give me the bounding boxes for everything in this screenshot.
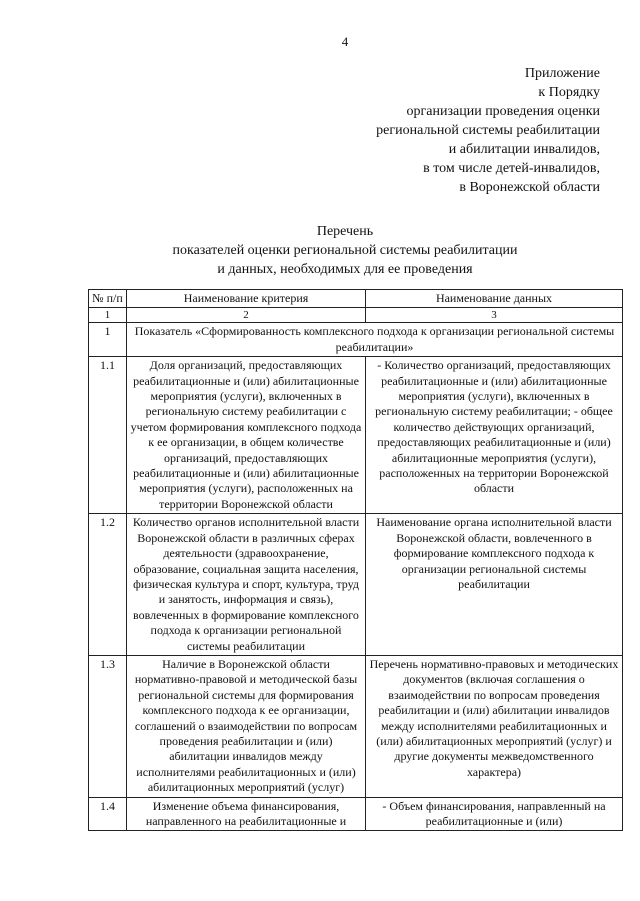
- row-data: Перечень нормативно-правовых и методических документов (включая соглашения о взаимодействии по вопросам проведения реабилитации и (или) абилитации инвалидов между исполнителями реабилитационных и (или) абилитационных мероприятий (услуг) и другие документы межведомственного характера): [366, 655, 623, 797]
- header-num: № п/п: [89, 290, 127, 308]
- table-row: [89, 797, 623, 831]
- row-criterion: Количество органов исполнительной власти Воронежской области в различных сферах деятельности (здравоохранение, образование, социальная защита населения, физическая культура и спорт, культура, труд и занятость, информация и связь), вовлеченных в формирование комплексного подхода к организации региональной системы реабилитации: [127, 514, 366, 656]
- table-row: [89, 514, 623, 656]
- row-num: 1.4: [89, 797, 127, 831]
- table-row: [89, 357, 623, 514]
- document-title: [100, 222, 590, 279]
- row-criterion: Изменение объема финансирования, направленного на реабилитационные и: [127, 797, 366, 831]
- row-num: 1.3: [89, 655, 127, 797]
- title-line: Перечень: [316, 224, 374, 239]
- table-header-row: [89, 290, 623, 308]
- indicator-text: Показатель «Сформированность комплексного подхода к организации региональной системы реабилитации»: [127, 323, 623, 357]
- row-criterion: Наличие в Воронежской области нормативно-правовой и методической базы региональной системы для формирования комплексного подхода к ее организации, соглашений о взаимодействии по вопросам проведения реабилитации и (или) абилитации инвалидов между исполнителями реабилитационных и (или) абилитационных мероприятий (услуг): [127, 655, 366, 797]
- title-line: и данных, необходимых для ее проведения: [217, 262, 473, 277]
- column-index: 2: [127, 308, 366, 323]
- row-num: 1.2: [89, 514, 127, 656]
- column-index: 1: [89, 308, 127, 323]
- indicator-num: 1: [89, 323, 127, 357]
- column-index-row: [89, 308, 623, 323]
- appendix-line: организации проведения оценки: [406, 104, 600, 119]
- column-index: 3: [366, 308, 623, 323]
- row-criterion: Доля организаций, предоставляющих реабилитационные и (или) абилитационные мероприятия (услуги), включенных в региональную систему реабилитации с учетом формирования комплексного подхода к ее организации, в общем количестве организаций, предоставляющих реабилитационные и (или) абилитационные мероприятия (услуги), расположенных на территории Воронежской области: [127, 357, 366, 514]
- indicator-row: [89, 323, 623, 357]
- appendix-line: и абилитации инвалидов,: [448, 142, 600, 157]
- appendix-line: Приложение: [524, 66, 600, 81]
- criteria-table: [88, 289, 623, 831]
- row-data: Наименование органа исполнительной власти Воронежской области, вовлеченного в формирование комплексного подхода к организации региональной системы реабилитации: [366, 514, 623, 656]
- header-data: Наименование данных: [366, 290, 623, 308]
- appendix-line: региональной системы реабилитации: [376, 123, 600, 138]
- appendix-block: [300, 64, 600, 197]
- header-criterion: Наименование критерия: [127, 290, 366, 308]
- row-num: 1.1: [89, 357, 127, 514]
- row-data: - Объем финансирования, направленный на реабилитационные и (или): [366, 797, 623, 831]
- appendix-line: в том числе детей-инвалидов,: [423, 161, 600, 176]
- title-line: показателей оценки региональной системы реабилитации: [172, 243, 518, 258]
- appendix-line: к Порядку: [538, 85, 600, 100]
- page-number: 4: [341, 34, 349, 49]
- row-data: - Количество организаций, предоставляющих реабилитационные и (или) абилитационные мероприятия (услуги), включенных в региональную систему реабилитации; - общее количество действующих организаций, предоставляющих реабилитационные и (или) абилитационные мероприятия (услуги), расположенных на территории Воронежской области: [366, 357, 623, 514]
- table-row: [89, 655, 623, 797]
- appendix-line: в Воронежской области: [459, 180, 600, 195]
